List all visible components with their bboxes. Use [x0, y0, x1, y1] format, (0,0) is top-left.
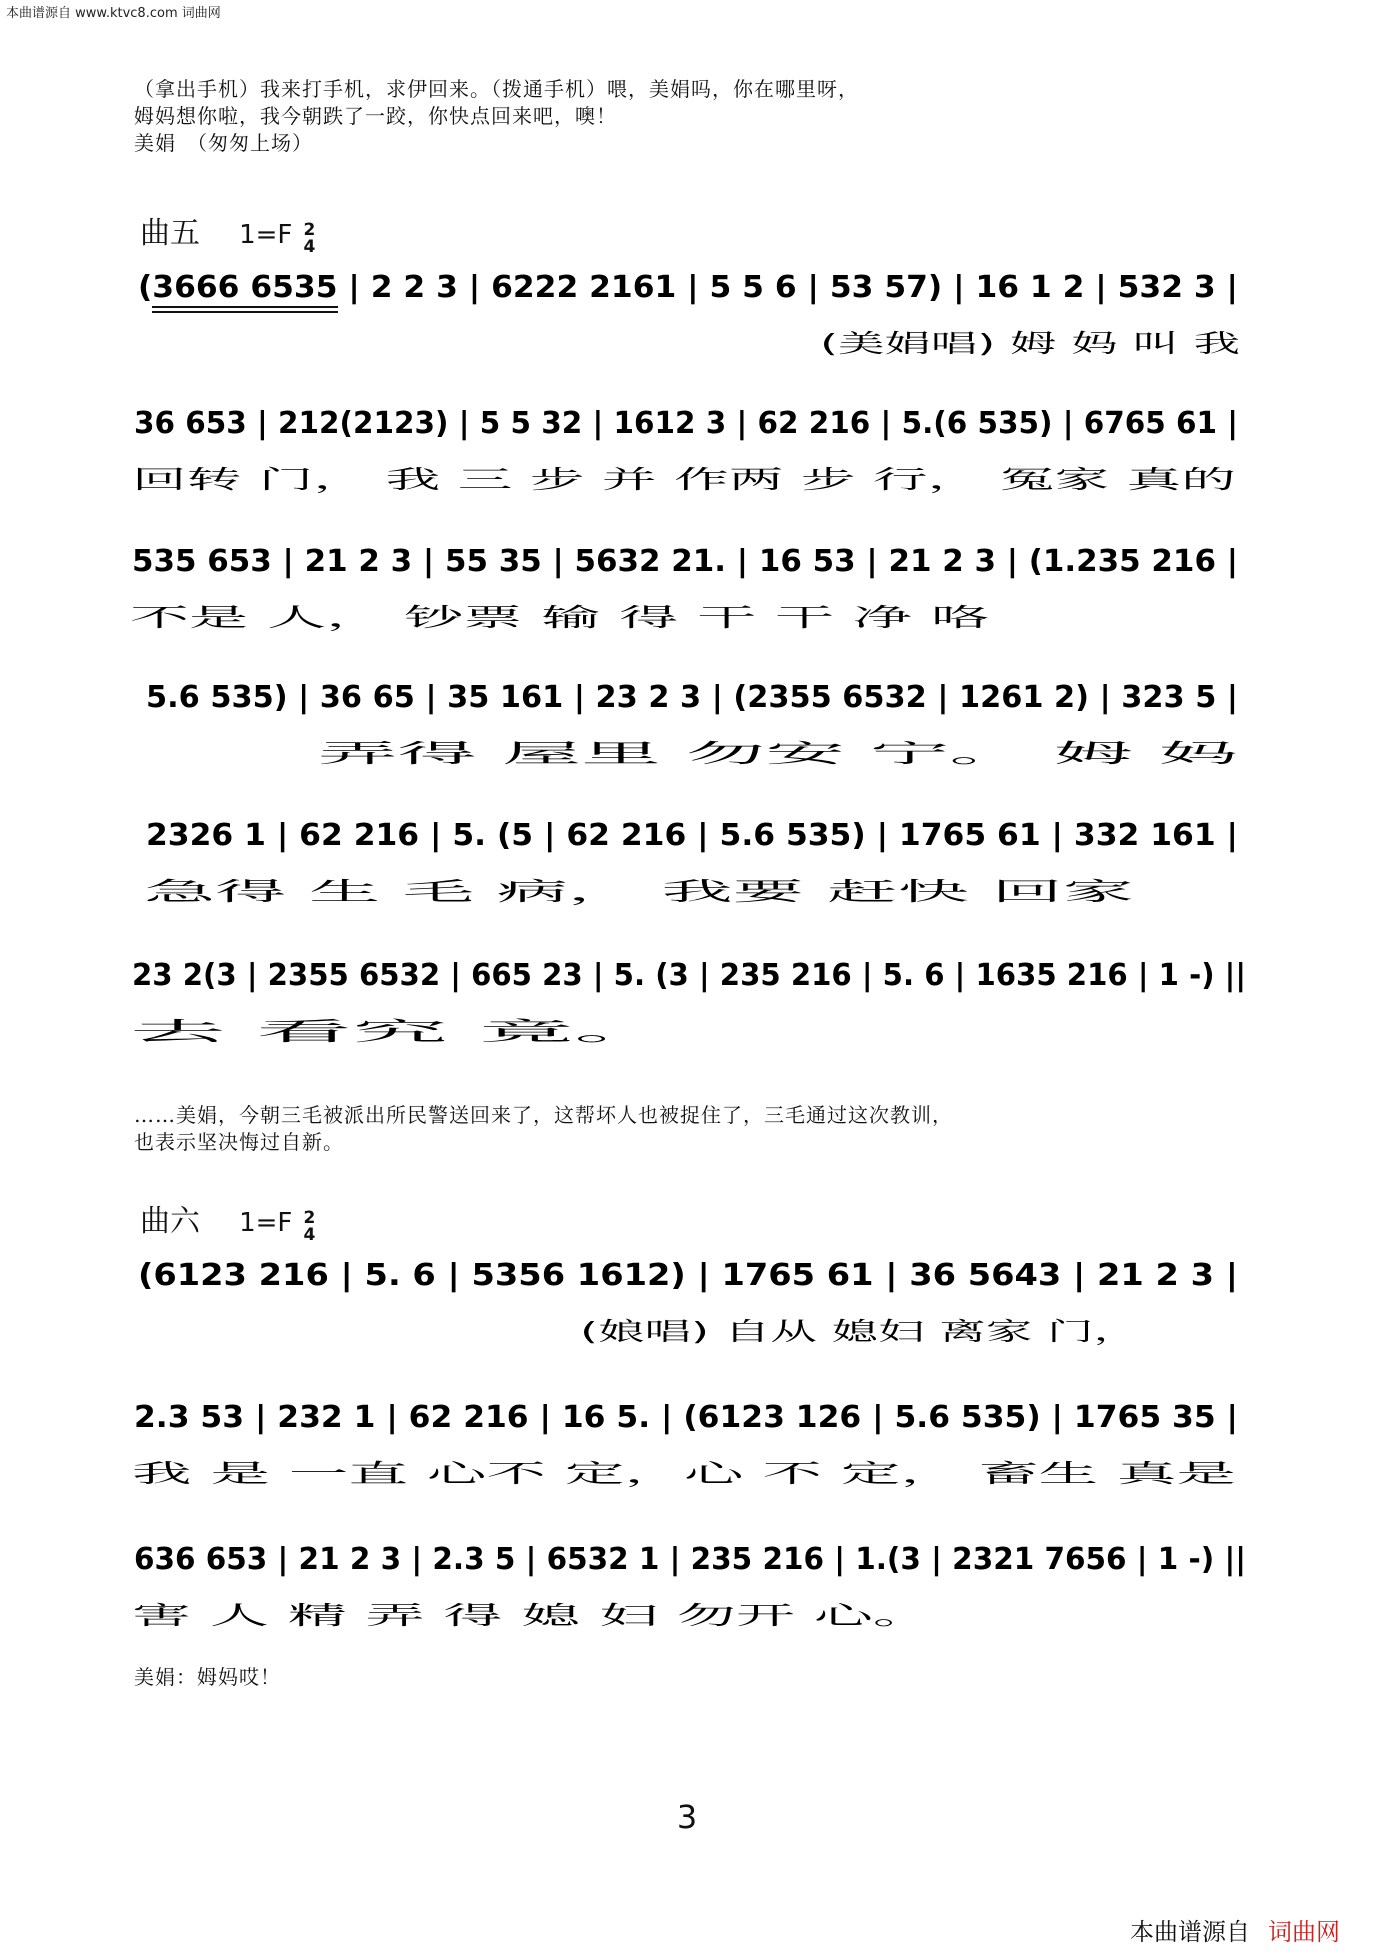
- intro-line: 姆妈想你啦，我今朝跌了一跤，你快点回来吧，噢！: [134, 104, 617, 128]
- closing-text: [134, 1664, 281, 1691]
- notation-line: 2.3 53 | 232 1 | 62 216 | 16 5. | (6123 126 | 5.6 535) | 1765 35 |: [134, 1400, 1238, 1435]
- notation-line: 36 653 | 212(2123) | 5 5 32 | 1612 3 | 62 216 | 5.(6 535) | 6765 61 |: [134, 406, 1238, 441]
- section6-row-3: [0, 1524, 1374, 1640]
- section6-header: [140, 1196, 315, 1244]
- section5-row-6: [0, 940, 1374, 1056]
- section5-row-1: [0, 252, 1374, 368]
- section6-row-1: [0, 1240, 1374, 1356]
- notation-line: 535 653 | 21 2 3 | 55 35 | 5632 21. | 16 53 | 21 2 3 | (1.235 216 |: [132, 544, 1239, 579]
- watermark-bottom-source: 本曲谱源自: [1130, 1918, 1250, 1946]
- section5-row-4: [0, 662, 1374, 778]
- section6-title: 曲六: [140, 1204, 200, 1239]
- lyrics-line: 弄得 屋里 勿安 宁。 姆 妈: [318, 739, 1238, 768]
- section5-title: 曲五: [140, 216, 200, 251]
- lyrics-line: (娘唱) 自从 媳妇 离家 门，: [580, 1317, 1140, 1346]
- lyrics-line: 急得 生 毛 病， 我要 赶快 回家: [144, 877, 1134, 906]
- section5-key: 1=F: [239, 220, 293, 250]
- lyrics-line: (美娟唱) 姆 妈 叫 我: [820, 329, 1240, 358]
- watermark-bottom: [1130, 1912, 1340, 1947]
- intro-line: 美娟 （匆匆上场）: [134, 131, 313, 155]
- notation-line: (6123 216 | 5. 6 | 5356 1612) | 1765 61 | 36 5643 | 21 2 3 |: [138, 1258, 1238, 1293]
- closing-line: 美娟：姆妈哎！: [134, 1665, 281, 1689]
- section5-row-5: [0, 800, 1374, 916]
- narration-text: [134, 1102, 953, 1156]
- intro-line: （拿出手机）我来打手机，求伊回来。（拨通手机）喂，美娟吗，你在哪里呀，: [134, 77, 859, 101]
- section6-key: 1=F: [239, 1208, 293, 1238]
- notation-line: 23 2(3 | 2355 6532 | 665 23 | 5. (3 | 235 216 | 5. 6 | 1635 216 | 1 -) ||: [132, 958, 1246, 993]
- section6-row-2: [0, 1382, 1374, 1498]
- watermark-bottom-site: 词曲网: [1268, 1918, 1340, 1946]
- narration-line: ……美娟，今朝三毛被派出所民警送回来了，这帮坏人也被捉住了，三毛通过这次教训，: [134, 1103, 953, 1127]
- watermark-top: 本曲谱源自 www.ktvc8.com 词曲网: [6, 6, 221, 21]
- lyrics-line: 回转 门， 我 三 步 并 作两 步 行， 冤家 真的: [132, 465, 1236, 494]
- intro-text: [134, 76, 859, 157]
- lyrics-line: 害 人 精 弄 得 媳 妇 勿开 心。: [132, 1601, 932, 1630]
- section6-time-signature: 2 4: [303, 1207, 316, 1245]
- page-number: 3: [676, 1798, 698, 1836]
- section5-time-signature: 2 4: [303, 219, 316, 257]
- notation-line: (3666 6535 | 2 2 3 | 6222 2161 | 5 5 6 | 53 57) | 16 1 2 | 532 3 |: [138, 270, 1238, 305]
- section5-row-2: [0, 388, 1374, 504]
- section5-row-3: [0, 526, 1374, 642]
- lyrics-line: 去 看究 竟。: [130, 1017, 670, 1046]
- lyrics-line: 我 是 一直 心不 定，心 不 定， 畜生 真是: [132, 1459, 1236, 1488]
- lyrics-line: 不是 人， 钞票 输 得 干 干 净 咯: [130, 603, 990, 632]
- notation-line: 2326 1 | 62 216 | 5. (5 | 62 216 | 5.6 535) | 1765 61 | 332 161 |: [146, 818, 1238, 853]
- narration-line: 也表示坚决悔过自新。: [134, 1130, 344, 1154]
- notation-line: 5.6 535) | 36 65 | 35 161 | 23 2 3 | (2355 6532 | 1261 2) | 323 5 |: [146, 680, 1238, 715]
- notation-line: 636 653 | 21 2 3 | 2.3 5 | 6532 1 | 235 216 | 1.(3 | 2321 7656 | 1 -) ||: [134, 1542, 1246, 1577]
- section5-header: [140, 208, 315, 256]
